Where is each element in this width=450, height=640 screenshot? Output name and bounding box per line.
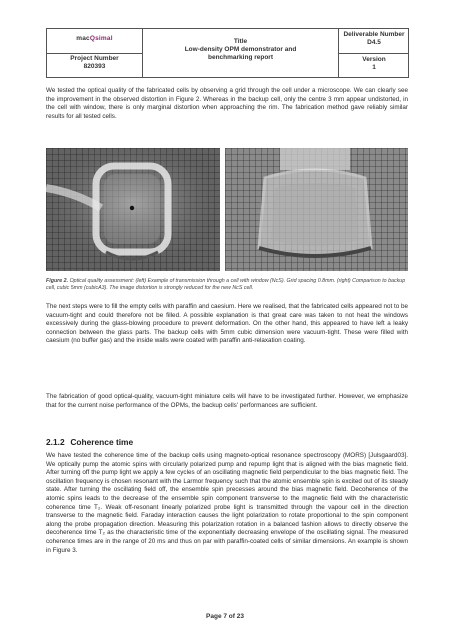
project-number-label: Project Number [70,55,119,62]
paragraph-filling-cells: The next steps were to fill the empty cells with paraffin and caesium. Here we realised, that the fabricated cells appeared not to be vacuum-tight and could therefore not be filled. A possible explanation is that great care was taken to not heat the windows excessively during the glass-blowing procedure to prevent deformation. On the other hand, this appeared to have left a leaky connection between the glass parts. The backup cells with 5mm cubic dimension were vacuum-tight. These were filled with caesium (no buffer gas) and the inside walls were coated with paraffin anti-relaxation coating. [46,303,408,345]
section-heading-coherence-time [46,437,133,447]
project-number-cell [47,55,142,71]
figure-2-left-image [46,148,220,271]
paragraph-coherence-measurement: We have tested the coherence time of the backup cells using magneto-optical resonance spectroscopy (MORS) [Julsgaard03]. We optically pump the atomic spins with circularly polarized pump and repump light that is aligned with the bias magnetic field. After turning off the pump light we apply a few cycles of an oscillating magnetic field perpendicular to the bias magnetic field. The oscillation frequency is chosen resonant with the Larmor frequency such that the atomic ensemble spin is excited out of its steady state. After turning the oscillating field off, the ensemble spin precesses around the bias magnetic field. Decoherence of the atomic spins leads to the decrease of the ensemble spin component transverse to the magnetic field with the characteristic coherence time T₂. Weak off-resonant linearly polarized probe light is transmitted through the vapour cell in the direction transverse to the magnetic field. Faraday interaction causes the light polarization to rotate proportional to the spin component along the probe propagation direction. Measuring this polarization rotation in a balanced fashion allows to directly observe the decoherence time T₂ as the characteristic time of the exponentially decreasing envelope of the oscillating signal. The measured coherence times are in the range of 20 ms and thus on par with paraffin-coated cells of similar dimensions. An example is shown in Figure 3. [46,452,408,554]
paragraph-optical-quality: We tested the optical quality of the fabricated cells by observing a grid through the cell under a microscope. We can clearly see the improvement in the observed distortion in Figure 2. Whereas in the backup cell, only the centre 3 mm appear undistorted, in the cell with window, there is only marginal distortion when approaching the rim. The fabrication method gave reliably similar results for all tested cells. [46,87,408,120]
version-value: 1 [372,64,376,71]
deliverable-value: D4.5 [367,39,381,46]
title-cell [143,38,338,62]
paragraph-further-investigation: The fabrication of good optical-quality, vacuum-tight miniature cells will have to be investigated further. However, we emphasize that for the current noise performance of the OPMs, the backup cells' performances are sufficient. [46,393,408,409]
figure-2-right-image [225,148,408,271]
project-logo: macQsimal [76,35,113,42]
figure-2-caption [46,278,408,292]
figure-2-caption-label: Figure 2. [46,278,69,284]
project-number-value: 820393 [83,63,106,70]
figure-2-caption-text: Optical quality assessment: (left) Example of transmission through a cell with window (NcS). Grid spacing 0.8mm. (right) Comparison to backup cell, cubic 5mm (cubicA3). The image distortion is strongly reduced for the new NcS cell. [46,278,406,292]
document-title: Low-density OPM demonstrator and benchmarking report [184,46,297,61]
deliverable-cell [339,31,409,47]
deliverable-label: Deliverable Number [343,31,405,38]
section-title: Coherence time [70,437,134,447]
version-cell [339,56,409,72]
document-header-table [46,28,409,78]
version-label: Version [362,56,386,63]
page-number: Page 7 of 23 [206,613,244,620]
title-label: Title [233,38,248,45]
section-number: 2.1.2 [46,437,65,447]
